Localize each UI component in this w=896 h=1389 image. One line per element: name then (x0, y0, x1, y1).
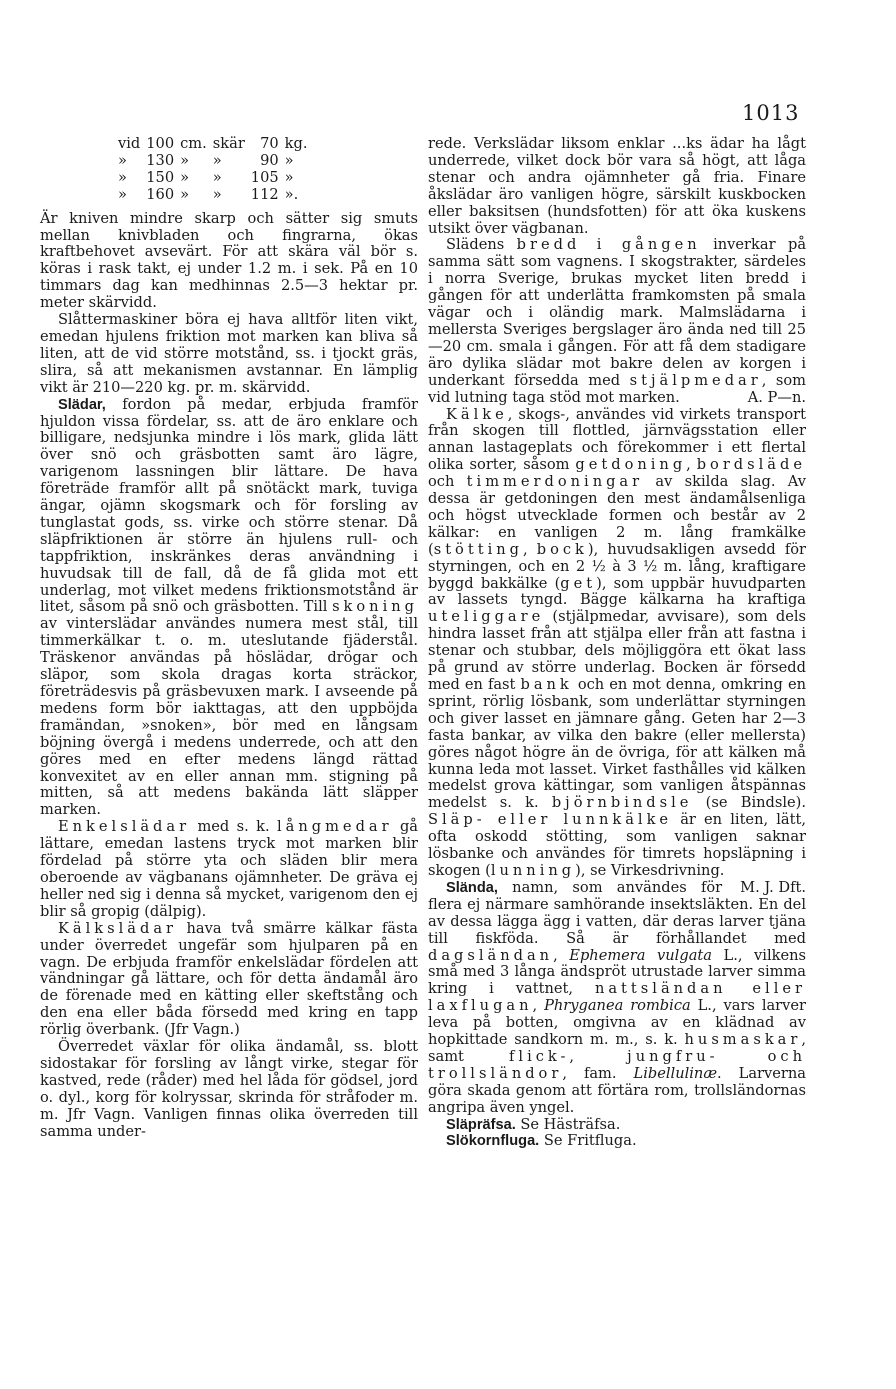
table-row: vid 100 cm. skär 70 kg. (118, 135, 308, 152)
paragraph-kalksladar: Kälkslädar hava två smärre kälkar fästa under överredet ungefär som hjulparen på en vagn. De erbjuda framför enkelslädar fördelen att vändningar gå lättare, och för detta ändamål äro de förenade med en kätting eller skeftstång och den ena eller båda försedd med kring en tapp rörlig överbank. (Jfr Vagn.) (40, 919, 418, 1039)
author-signature: A. P—n. (747, 388, 806, 406)
paragraph-knife: Är kniven mindre skarp och sätter sig smuts mellan knivbladen och fingrarna, ökas kraftbehovet avsevärt. För att skära väl bör s. köras i rask takt, ej under 1.2 m. i sek. På en 10 timmars dag kan medhinnas 2.5—3 hektar pr. meter skärvidd. (40, 209, 418, 312)
entry-headword: Slädar, (58, 396, 106, 413)
entry-headword: Släpräfsa. (446, 1116, 516, 1133)
entry-kalke: Kälke, skogs-, användes vid virkets transport från skogen till flottled, järnvägsstation eller annan lastageplats och förekommer i ett flertal olika sorter, såsom getdoning, bordsläde och timmerdoningar av skilda slag. Av dessa är getdoningen den mest ändamålsenliga och högst utvecklade formen och består av 2 kälkar: en vanligen 2 m. lång framkälke (stötting, bock), huvudsakligen avsedd för styrningen, och en 2 ½ à 3 ½ m. lång, kraftigare byggd bakkälke (get), som uppbär huvudparten av lassets tyngd. Bägge kälkarna ha kraftiga uteliggare (stjälpmedar, avvisare), som dels hindra lasset från att stjälpa eller från att fastna i stenar och stubbar, dels möjliggöra ett ökat lass på grund av större underlag. Bocken är försedd med en fast bank och en mot denna, omkring en sprint, rörlig lösbank, som underlättar styrningen och giver lasset en jämnare gång. Geten har 2—3 fasta bankar, av vilka den bakre (eller mellersta) göres något högre än de övriga, för att kälken må kunna leda mot lasset. Virket fasthålles vid kälken medelst grova kättingar, som vanligen åtspännas medelst s. k. björnbindsle (se Bindsle). Släp- eller lunnkälke är en liten, lätt, ofta oskodd stötting, som vanligen saknar lösbanke och användes för timrets hopsläpning i skogen (lunning), se Virkesdrivning. M. J. Dft. (428, 405, 807, 896)
paragraph-mower-weight: Slåttermaskiner böra ej hava alltför liten vikt, emedan hjulens friktion mot marken kan bliva så liten, att de vid större motstånd, ss. i tjockt gräs, slira, så att mekanismen avstannar. En lämplig vikt är 210—220 kg. pr. m. skärvidd. (40, 311, 418, 396)
entry-headword: Slökornfluga. (446, 1133, 540, 1150)
left-column (40, 136, 418, 1140)
table-row: » 150 » » 105 » (118, 168, 294, 186)
entry-sladar: Slädar, fordon på medar, erbjuda framför hjuldon vissa fördelar, ss. att de äro enklare och billigare, nedsjunka mindre i lös mark, glida lätt över snö och gräsbotten samt äro lägre, varigenom lassningen blir lättare. De hava företräde framför allt på snötäckt mark, tuviga ängar, ojämn skogsmark och för forsling av tunglastat gods, ss. virke och större stenar. Då släpfriktionen är större än hjulens rull- och tappfriktion, inskränkes deras användning i huvudsak till de fall, då de få glida mot ett underlag, mot vilket medens friktionsmotstånd är litet, såsom på snö och gräsbotten. Till skoning av vinterslädar användes numera mest stål, till timmerkälkar t. o. m. uteslutande fjäderstål. Träskenor användas på höslädar, drögar och släpor, som skola dragas korta sträckor, företrädesvis på gräsbevuxen mark. I avseende på medens form bör iakttagas, att den uppböjda framändan, »snoken», bör med en långsam böjning övergå i medens underrede, och att den göres med en efter medens längd rättad konvexitet av en eller annan mm. stigning på mitten, så att medens bakända lätt släpper marken. (40, 395, 418, 819)
paragraph-enkelsladar: Enkelslädar med s. k. långmedar gå lättare, emedan lastens tryck mot marken blir fördelad på större yta och släden blir mera oberoende av vägbanans ojämnheter. De gräva ej heller ned sig i denna så mycket, varigenom den ej blir så gropig (dälpig). (40, 818, 419, 920)
paragraph-overredet: Överredet växlar för olika ändamål, ss. blott sidostakar för forsling av långt virke, stegar för kastved, rede (råder) med hel låda för gödsel, jord o. dyl., korg för kolryssar, skrinda för stråfoder m. m. Jfr Vagn. Vanligen finnas olika överreden till samma under- (40, 1038, 418, 1140)
entry-slaprafsa: Släpräfsa. Se Hästräfsa. (446, 1115, 621, 1133)
entry-headword: Slända, (446, 879, 498, 896)
entry-slokornfluga: Slökornfluga. Se Fritfluga. (446, 1132, 637, 1150)
paragraph-underrede: rede. Verkslädar liksom enklar ...ks ädar ha lågt underrede, vilket dock bör vara så högt, att låga stenar och andra ojämnheter gå fria. Finare åkslädar äro vanligen högre, särskilt kuskbocken eller baksitsen (hundsfotten) för att öka kuskens utsikt över vägbanan. (428, 135, 806, 237)
entry-slanda: Slända, namn, som användes för flera ej närmare samhörande insektsläkten. En del av dessa lägga ägg i vatten, där deras larver tjäna till fiskföda. Så är förhållandet med dagsländan, Ephemera vulgata L., vilkens små med 3 långa ändspröt utrustade larver simma kring i vattnet, nattsländan eller laxflugan, Phryganea rombica L., vars larver leva på botten, omgivna av en klädnad av hopkittade sandkorn m. m., s. k. husmaskar, samt flick-, jungfru- och trollsländor, fam. Libellulinæ. Larverna göra skada genom att förtära rom, trollsländornas angripa även yngel. (428, 878, 807, 1116)
author-signature: M. J. Dft. (740, 878, 806, 896)
right-column (428, 136, 806, 1150)
table-row: » 160 » » 112 ». (118, 185, 299, 203)
table-row: » 130 » » 90 » (118, 151, 294, 169)
paragraph-bredd: Slädens bredd i gången inverkar på samma sätt som vagnens. I skogstrakter, särdeles i norra Sverige, brukas mycket liten bredd i gången för att underlätta framkomsten på smala vägar och i oländig mark. Malmslädarna i mellersta Sveriges bergslager äro ända ned till 25—20 cm. smala i gången. För att få dem stadigare äro dylika slädar mot bakre delen av korgen i underkant försedda med stjälpmedar, som vid lutning taga stöd mot marken. A. P—n. (428, 236, 807, 406)
page-number: 1013 (742, 101, 800, 125)
mowing-weight-table (118, 136, 313, 204)
